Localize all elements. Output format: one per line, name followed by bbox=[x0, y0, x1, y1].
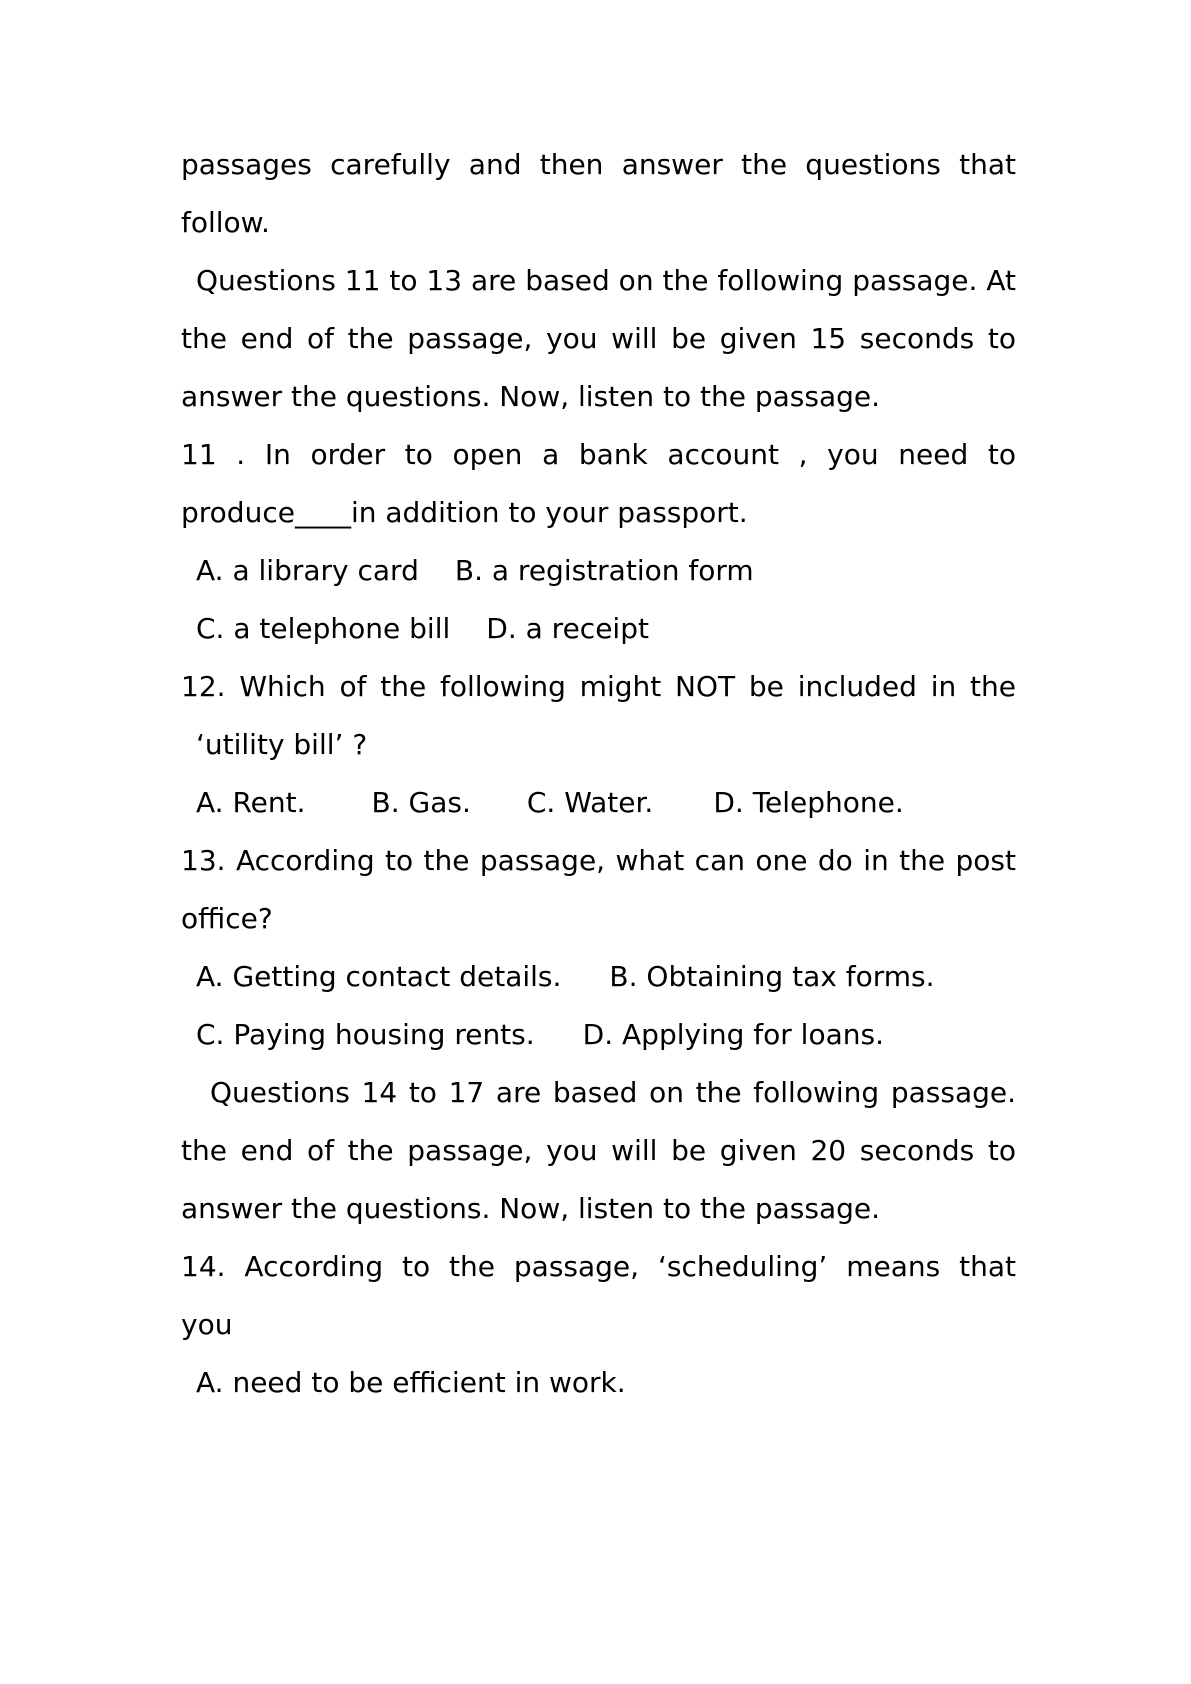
question-14: 14. According to the passage, ‘scheduling’ means that bbox=[181, 1250, 1016, 1283]
section-instruction: Questions 11 to 13 are based on the following passage. At bbox=[196, 264, 1016, 297]
question-12-options bbox=[196, 783, 1016, 823]
option-b: B. Obtaining tax forms. bbox=[609, 960, 935, 993]
question-14-option-a: A. need to be efficient in work. bbox=[196, 1366, 626, 1399]
question-11-options-row1 bbox=[196, 551, 1016, 591]
question-12: ‘utility bill’ ? bbox=[196, 728, 368, 761]
section-instruction: answer the questions. Now, listen to the passage. bbox=[181, 380, 881, 413]
option-c: C. Water. bbox=[526, 786, 654, 819]
question-11: 11 . In order to open a bank account , you need to bbox=[181, 438, 1016, 471]
option-c: C. a telephone bill bbox=[196, 612, 451, 645]
option-a: A. Getting contact details. bbox=[196, 960, 562, 993]
text-line: passages carefully and then answer the questions that bbox=[181, 148, 1016, 181]
question-13: office? bbox=[181, 902, 273, 935]
option-a: A. Rent. bbox=[196, 786, 306, 819]
option-b: B. Gas. bbox=[371, 786, 471, 819]
question-14: you bbox=[181, 1308, 233, 1341]
section-instruction: the end of the passage, you will be given 20 seconds to bbox=[181, 1134, 1016, 1167]
question-11-options-row2 bbox=[196, 609, 1016, 649]
option-d: D. Applying for loans. bbox=[582, 1018, 884, 1051]
question-12: 12. Which of the following might NOT be included in the bbox=[181, 670, 1016, 703]
option-d: D. Telephone. bbox=[713, 786, 904, 819]
section-instruction: answer the questions. Now, listen to the passage. bbox=[181, 1192, 881, 1225]
section-instruction: the end of the passage, you will be given 15 seconds to bbox=[181, 322, 1016, 355]
question-11: produce____in addition to your passport. bbox=[181, 496, 748, 529]
option-d: D. a receipt bbox=[486, 612, 649, 645]
question-13-options-row2 bbox=[196, 1015, 1016, 1055]
question-13: 13. According to the passage, what can one do in the post bbox=[181, 844, 1016, 877]
option-c: C. Paying housing rents. bbox=[196, 1018, 535, 1051]
question-13-options-row1 bbox=[196, 957, 1016, 997]
option-a: A. a library card bbox=[196, 554, 419, 587]
option-b: B. a registration form bbox=[454, 554, 754, 587]
text-line: follow. bbox=[181, 206, 270, 239]
section-instruction: Questions 14 to 17 are based on the following passage. bbox=[210, 1076, 1016, 1109]
